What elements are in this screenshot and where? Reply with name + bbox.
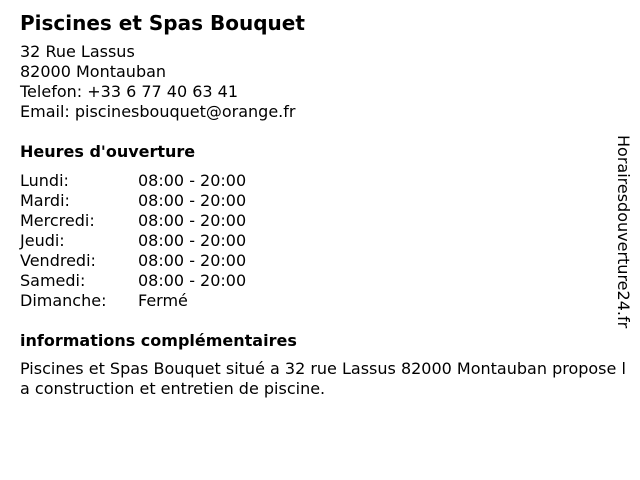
time-range: 08:00 - 20:00 xyxy=(138,191,247,210)
hours-row-wednesday xyxy=(20,211,620,231)
day-label: Samedi: xyxy=(20,271,86,290)
time-range: Fermé xyxy=(138,291,188,310)
additional-info-title: informations complémentaires xyxy=(20,331,297,350)
day-label: Mercredi: xyxy=(20,211,95,230)
time-range: 08:00 - 20:00 xyxy=(138,231,247,250)
opening-hours-title: Heures d'ouverture xyxy=(20,142,196,161)
phone-number: Telefon: +33 6 77 40 63 41 xyxy=(20,82,239,101)
opening-hours-table xyxy=(20,171,620,311)
street-address: 32 Rue Lassus xyxy=(20,42,135,61)
hours-row-thursday xyxy=(20,231,620,251)
hours-row-tuesday xyxy=(20,191,620,211)
time-range: 08:00 - 20:00 xyxy=(138,211,247,230)
time-range: 08:00 - 20:00 xyxy=(138,271,247,290)
hours-row-sunday xyxy=(20,291,620,311)
hours-row-saturday xyxy=(20,271,620,291)
business-name: Piscines et Spas Bouquet xyxy=(20,11,305,35)
site-watermark: Horairesdouverture24.fr xyxy=(614,135,633,329)
day-label: Dimanche: xyxy=(20,291,107,310)
day-label: Mardi: xyxy=(20,191,70,210)
time-range: 08:00 - 20:00 xyxy=(138,251,247,270)
day-label: Lundi: xyxy=(20,171,69,190)
address-block xyxy=(20,42,620,122)
day-label: Jeudi: xyxy=(20,231,65,250)
day-label: Vendredi: xyxy=(20,251,96,270)
email-address: Email: piscinesbouquet@orange.fr xyxy=(20,102,296,121)
additional-info-text: Piscines et Spas Bouquet situé a 32 rue Lassus 82000 Montauban propose la construction et entretien de piscine. xyxy=(20,359,626,398)
city-postal: 82000 Montauban xyxy=(20,62,167,81)
time-range: 08:00 - 20:00 xyxy=(138,171,247,190)
hours-row-friday xyxy=(20,251,620,271)
hours-row-monday xyxy=(20,171,620,191)
